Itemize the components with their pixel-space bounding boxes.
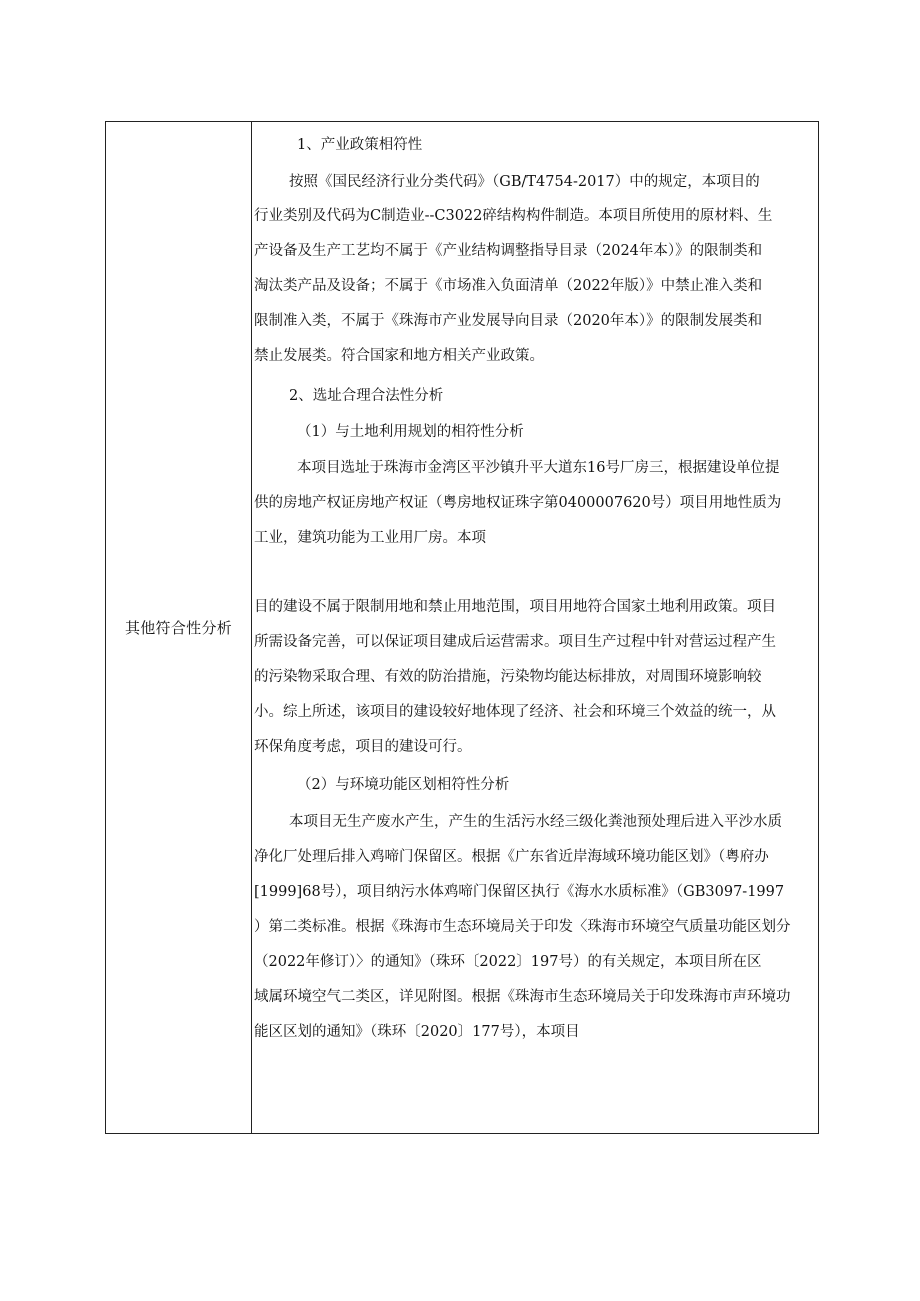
paragraph-line: 目的建设不属于限制用地和禁止用地范围，项目用地符合国家土地利用政策。项目 — [254, 599, 776, 615]
row-label-cell — [106, 122, 251, 1133]
paragraph-line: 所需设备完善，可以保证项目建成后运营需求。项目生产过程中针对营运过程产生 — [254, 634, 776, 650]
paragraph-line: 限制准入类，不属于《珠海市产业发展导向目录（2020年本）》的限制发展类和 — [254, 313, 763, 329]
paragraph-line: 域属环境空气二类区，详见附图。根据《珠海市生态环境局关于印发珠海市声环境功 — [254, 989, 791, 1005]
paragraph-line: 产设备及生产工艺均不属于《产业结构调整指导目录（2024年本）》的限制类和 — [254, 243, 763, 259]
paragraph-line: 的污染物采取合理、有效的防治措施，污染物均能达标排放，对周围环境影响较 — [254, 669, 762, 685]
paragraph-line: 净化厂处理后排入鸡啼门保留区。根据《广东省近岸海域环境功能区划》（粤府办 — [254, 849, 769, 865]
heading-industrial-policy: 1、产业政策相符性 — [297, 137, 423, 153]
paragraph-line: 本项目无生产废水产生，产生的生活污水经三级化粪池预处理后进入平沙水质 — [289, 814, 782, 830]
column-divider — [251, 122, 252, 1133]
paragraph-line: （2022年修订）〉的通知》（珠环〔2022〕197号）的有关规定，本项目所在区 — [254, 954, 762, 970]
paragraph-line: ）第二类标准。根据《珠海市生态环境局关于印发〈珠海市环境空气质量功能区划分 — [254, 919, 791, 935]
heading-site-selection: 2、选址合理合法性分析 — [289, 388, 444, 404]
paragraph-line: 禁止发展类。符合国家和地方相关产业政策。 — [254, 348, 544, 364]
paragraph-line: 能区区划的通知》（珠环〔2020〕177号），本项目 — [254, 1024, 580, 1040]
subheading-environmental-function: （2）与环境功能区划相符性分析 — [297, 777, 510, 793]
analysis-table — [105, 121, 819, 1134]
paragraph-line: 环保角度考虑，项目的建设可行。 — [254, 739, 472, 755]
paragraph-line: 淘汰类产品及设备；不属于《市场准入负面清单（2022年版）》中禁止准入类和 — [254, 278, 763, 294]
paragraph-line: 工业，建筑功能为工业用厂房。本项 — [254, 530, 486, 546]
paragraph-line: 按照《国民经济行业分类代码》（GB/T4754-2017）中的规定，本项目的 — [289, 174, 760, 190]
paragraph-line: 供的房地产权证房地产权证（粤房地权证珠字第0400007620号）项目用地性质为 — [254, 495, 782, 511]
paragraph-line: 行业类别及代码为C制造业--C3022碎结构构件制造。本项目所使用的原材料、生 — [254, 208, 773, 224]
paragraph-line: 小。综上所述，该项目的建设较好地体现了经济、社会和环境三个效益的统一，从 — [254, 704, 776, 720]
paragraph-line: 本项目选址于珠海市金湾区平沙镇升平大道东16号厂房三，根据建设单位提 — [297, 460, 780, 476]
paragraph-line: [1999]68号），项目纳污水体鸡啼门保留区执行《海水水质标准》（GB3097-1997 — [254, 884, 785, 900]
row-label: 其他符合性分析 — [124, 619, 233, 637]
subheading-land-use: （1）与土地利用规划的相符性分析 — [297, 424, 524, 440]
